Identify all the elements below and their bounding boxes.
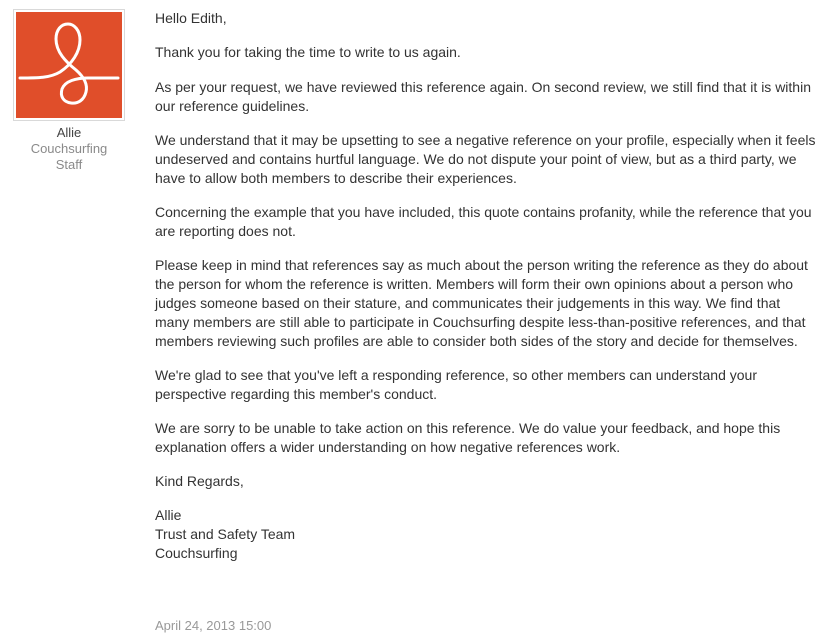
message-paragraph: We are sorry to be unable to take action on this reference. We do value your feedback, and hope this explanation offers a wider understanding on how negative references work. [155, 420, 781, 455]
author-name[interactable]: Allie [56, 125, 82, 140]
message-body [155, 9, 817, 578]
signature-name: Allie [155, 507, 182, 523]
message-paragraph: Please keep in mind that references say as much about the person writing the reference as they do about the person for whom the reference is written. Members will form their own opinions about a person who judges someone based on their stature, and communicates their judgements in this way. We find that many members are still able to participate in Couchsurfing despite less-than-positive references, and that members reviewing such profiles are able to consider both sides of the story and decide for themselves. [155, 257, 808, 349]
message-paragraph: Concerning the example that you have included, this quote contains profanity, while the reference that you are reporting does not. [155, 204, 812, 239]
avatar[interactable] [13, 9, 125, 121]
message-paragraph: We're glad to see that you've left a responding reference, so other members can understand your perspective regarding this member's conduct. [155, 367, 757, 402]
signature-team: Trust and Safety Team [155, 526, 296, 542]
signature-company: Couchsurfing [155, 545, 238, 561]
message-paragraph: As per your request, we have reviewed this reference again. On second review, we still find that it is within our reference guidelines. [155, 79, 811, 114]
message-greeting: Hello Edith, [155, 10, 227, 26]
message-timestamp: April 24, 2013 15:00 [155, 618, 272, 633]
message-author [12, 9, 126, 173]
couchsurfing-logo-icon [16, 12, 122, 118]
message-signature [155, 506, 817, 563]
message-paragraph: Thank you for taking the time to write to us again. [155, 44, 461, 60]
author-role: Staff [55, 157, 83, 172]
message-paragraph: We understand that it may be upsetting to see a negative reference on your profile, especially when it feels undeserved and contains hurtful language. We do not dispute your point of view, but as a third party, we have to allow both members to describe their experiences. [155, 132, 816, 186]
message-closing: Kind Regards, [155, 473, 244, 489]
author-organization: Couchsurfing [30, 141, 108, 156]
